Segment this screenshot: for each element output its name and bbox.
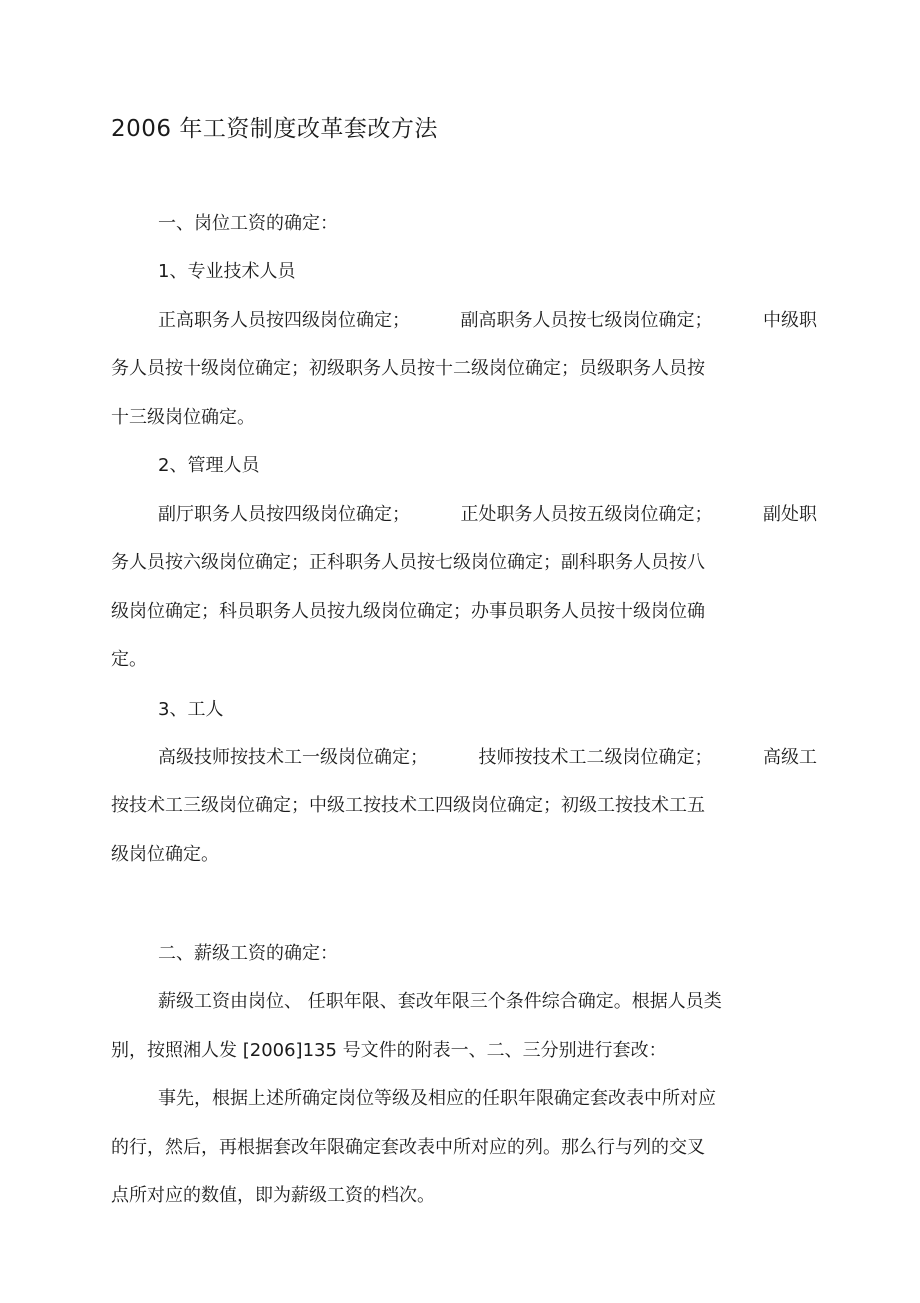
- sub3-heading: 3、工人: [158, 699, 224, 720]
- sub3-line3: 级岗位确定。: [111, 844, 219, 865]
- para2-line3: 点所对应的数值，即为薪级工资的档次。: [111, 1185, 435, 1206]
- para2-line2: 的行，然后，再根据套改年限确定套改表中所对应的列。那么行与列的交叉: [111, 1137, 705, 1158]
- sub1-heading: 1、专业技术人员: [158, 261, 296, 282]
- para2-line1: 事先，根据上述所确定岗位等级及相应的任职年限确定套改表中所对应: [158, 1088, 716, 1109]
- sub1-line1-part2: 副高职务人员按七级岗位确定；: [460, 310, 713, 331]
- sub2-line4: 定。: [111, 649, 147, 670]
- sub2-line1-part2: 正处职务人员按五级岗位确定；: [460, 504, 713, 525]
- sub2-line2: 务人员按六级岗位确定；正科职务人员按七级岗位确定；副科职务人员按八: [111, 552, 705, 573]
- sub2-line1-part1: 副厅职务人员按四级岗位确定；: [158, 504, 410, 525]
- sub3-line1-part2: 技师按技术工二级岗位确定；: [478, 747, 713, 768]
- sub1-line1: [158, 308, 817, 334]
- para1-line1: 薪级工资由岗位、 任职年限、套改年限三个条件综合确定。根据人员类: [158, 991, 722, 1012]
- sub2-heading: 2、管理人员: [158, 455, 260, 476]
- sub1-line1-part1: 正高职务人员按四级岗位确定；: [158, 310, 410, 331]
- sub2-line1: [158, 502, 817, 528]
- sub3-line1: [158, 745, 817, 771]
- sub3-line1-part1: 高级技师按技术工一级岗位确定；: [158, 747, 428, 768]
- sub1-line1-part3: 中级职: [763, 310, 817, 331]
- sub2-line1-part3: 副处职: [763, 504, 817, 525]
- sub2-line3: 级岗位确定；科员职务人员按九级岗位确定；办事员职务人员按十级岗位确: [111, 601, 705, 622]
- section2-heading: 二、薪级工资的确定：: [158, 943, 338, 964]
- sub3-line1-part3: 高级工: [763, 747, 817, 768]
- page-title: 2006 年工资制度改革套改方法: [111, 116, 438, 142]
- section1-heading: 一、岗位工资的确定：: [158, 213, 338, 234]
- sub1-line3: 十三级岗位确定。: [111, 407, 255, 428]
- para1-line2: 别，按照湘人发 [2006]135 号文件的附表一、二、三分别进行套改：: [111, 1040, 667, 1061]
- sub1-line2: 务人员按十级岗位确定；初级职务人员按十二级岗位确定；员级职务人员按: [111, 358, 705, 379]
- sub3-line2: 按技术工三级岗位确定；中级工按技术工四级岗位确定；初级工按技术工五: [111, 795, 705, 816]
